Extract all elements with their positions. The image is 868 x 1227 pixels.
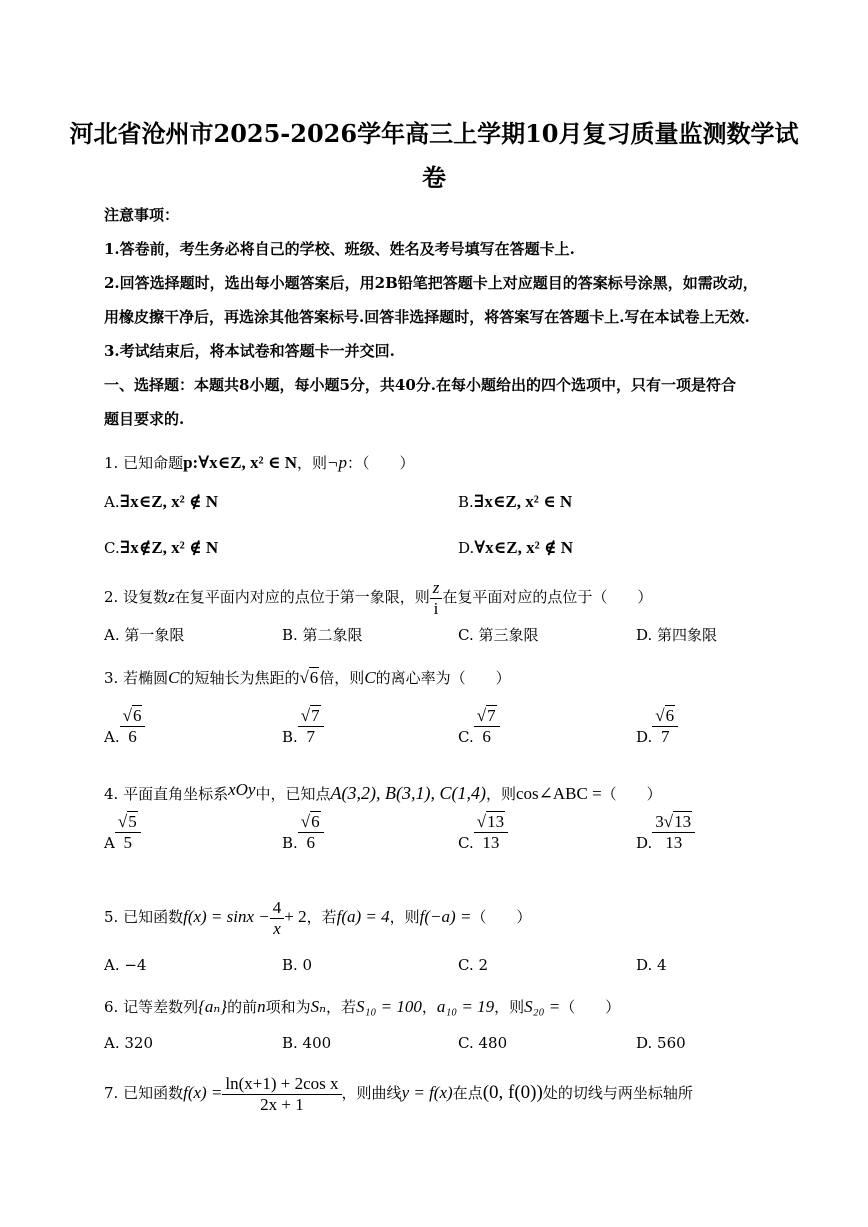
q6-option-a: A. 320	[104, 1034, 153, 1052]
q5-option-c: C. 2	[458, 956, 489, 974]
q3-option-d: D. $\frac{√6}{7}$	[636, 706, 678, 746]
q1-option-d: D.∀x∈Z, x² ∉ N	[458, 538, 574, 557]
notice-heading: 注意事项：	[104, 206, 180, 224]
notice-item-2: 2.回答选择题时，选出每小题答案后，用2B铅笔把答题卡上对应题目的答案标号涂黑，如需改动，	[104, 274, 758, 292]
q5-option-a: A. −4	[104, 956, 147, 974]
q4-option-b: B. $\frac{√6}{6}$	[282, 812, 324, 852]
q2-option-d: D. 第四象限	[636, 626, 718, 644]
q1-option-b: B.∃x∈Z, x² ∈ N	[458, 492, 573, 511]
question-7: 7. 已知函数f(x) = $\frac{\text{ln(x+1) + 2cos x}}{2x + 1}$ ，则曲线y = f(x)在点(0, f(0))处的切线与两坐标轴所	[104, 1074, 693, 1114]
question-5: 5. 已知函数f(x) = sinx − $\frac{4}{x}$ + 2，若f(a) = 4，则f(−a) =（ ）	[104, 898, 532, 938]
page-title: 河北省沧州市2025-2026学年高三上学期10月复习质量监测数学试	[69, 119, 799, 148]
question-2: 2. 设复数z在复平面内对应的点位于第一象限，则 $\frac{z}{i}$ 在复平面对应的点位于（ ）	[104, 578, 653, 618]
q3-option-c: C. $\frac{√7}{6}$	[458, 706, 500, 746]
q4-option-d: D. $\frac{3√13}{13}$	[636, 812, 695, 852]
q4-option-a: A $\frac{√5}{5}$	[104, 812, 141, 852]
q4-option-c: C. $\frac{√13}{13}$	[458, 812, 508, 852]
question-4: 4. 平面直角坐标系xOy中，已知点A(3,2), B(3,1), C(1,4)，则cos∠ABC =（ ）	[104, 780, 662, 803]
q2-option-c: C. 第三象限	[458, 626, 539, 644]
section-heading: 一、选择题：本题共8小题，每小题5分，共40分.在每小题给出的四个选项中，只有一项是符合	[104, 376, 736, 394]
q1-option-c: C.∃x∉Z, x² ∉ N	[104, 538, 219, 557]
notice-item-3: 3.考试结束后，将本试卷和答题卡一并交回.	[104, 342, 395, 360]
q5-option-d: D. 4	[636, 956, 667, 974]
q5-option-b: B. 0	[282, 956, 313, 974]
q3-option-a: A. $\frac{√6}{6}$	[104, 706, 145, 746]
q2-option-a: A. 第一象限	[104, 626, 185, 644]
q5-fraction: $\frac{4}{x}$	[270, 898, 285, 938]
notice-item-2-cont: 用橡皮擦干净后，再选涂其他答案标号.回答非选择题时，将答案写在答题卡上.写在本试卷上无效.	[104, 308, 750, 326]
question-1: 1. 已知命题p:∀x∈Z, x² ∈ N，则¬p：（ ）	[104, 453, 415, 472]
q1-statement: p:∀x∈Z, x² ∈ N	[183, 453, 297, 472]
section-heading-line2: 题目要求的.	[104, 410, 185, 428]
q7-fraction: $\frac{\text{ln(x+1) + 2cos x}}{2x + 1}$	[222, 1074, 341, 1114]
q6-option-d: D. 560	[636, 1034, 686, 1052]
q6-option-c: C. 480	[458, 1034, 508, 1052]
question-6: 6. 记等差数列{aₙ}的前n项和为Sₙ，若S₁₀ = 100，a₁₀ = 19，则S₂₀ =（ ）	[104, 997, 621, 1016]
q1-option-a: A.∃x∈Z, x² ∉ N	[104, 492, 219, 511]
question-3: 3. 若椭圆C的短轴长为焦距的√6倍，则C的离心率为（ ）	[104, 668, 511, 687]
q2-option-b: B. 第二象限	[282, 626, 363, 644]
q6-option-b: B. 400	[282, 1034, 332, 1052]
q2-fraction: $\frac{z}{i}$	[430, 578, 443, 618]
q3-option-b: B. $\frac{√7}{7}$	[282, 706, 324, 746]
notice-item-1: 1.答卷前，考生务必将自己的学校、班级、姓名及考号填写在答题卡上.	[104, 240, 575, 258]
page-title-line2: 卷	[422, 163, 446, 192]
